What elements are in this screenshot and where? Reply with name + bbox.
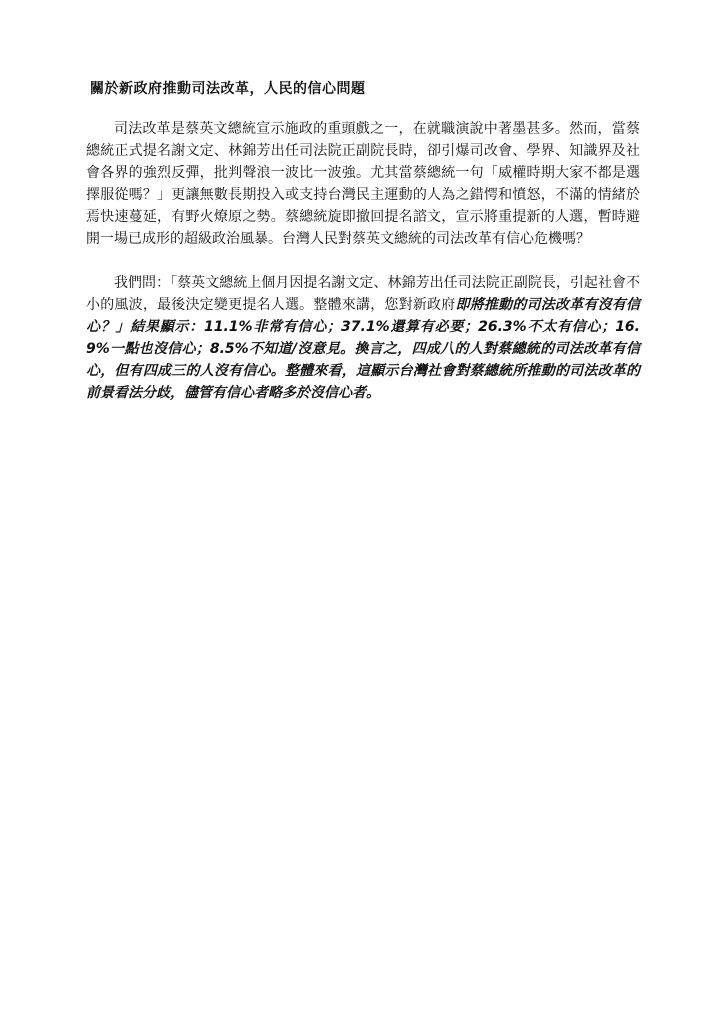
paragraph-survey	[86, 272, 640, 404]
paragraph-intro: 司法改革是蔡英文總統宣示施政的重頭戲之一，在就職演說中著墨甚多。然而，當蔡總統正式提名謝文定、林錦芳出任司法院正副院長時，卻引爆司改會、學界、知識界及社會各界的強烈反彈，批判聲浪一波比一波強。尤其當蔡總統一句「威權時期大家不都是選擇服從嗎？」更讓無數長期投入或支持台灣民主運動的人為之錯愕和憤怒，不滿的情緒於焉快速蔓延，有野火燎原之勢。蔡總統旋即撤回提名諮文，宣示將重提新的人選，暫時避開一場已成形的超級政治風暴。台灣人民對蔡英文總統的司法改革有信心危機嗎？	[86, 121, 640, 247]
survey-question-text: 我們問：「蔡英文總統上個月因提名謝文定、林錦芳出任司法院正副院長，引起社會不小的風波，最後決定變更提名人選。整體來講，您對新政府	[86, 275, 640, 313]
document-title: 關於新政府推動司法改革，人民的信心問題	[90, 81, 366, 97]
survey-results-text: 即將推動的司法改革有沒有信心？」結果顯示：11.1%非常有信心；37.1%還算有必要；26.3%不太有信心；16.9%一點也沒信心；8.5%不知道/沒意見。換言之，四成八的人對蔡總統的司法改革有信心，但有四成三的人沒有信心。整體來看，這顯示台灣社會對蔡總統所推動的司法改革的前景看法分歧，儘管有信心者略多於沒信心者。	[86, 297, 641, 401]
document-page	[86, 78, 640, 426]
